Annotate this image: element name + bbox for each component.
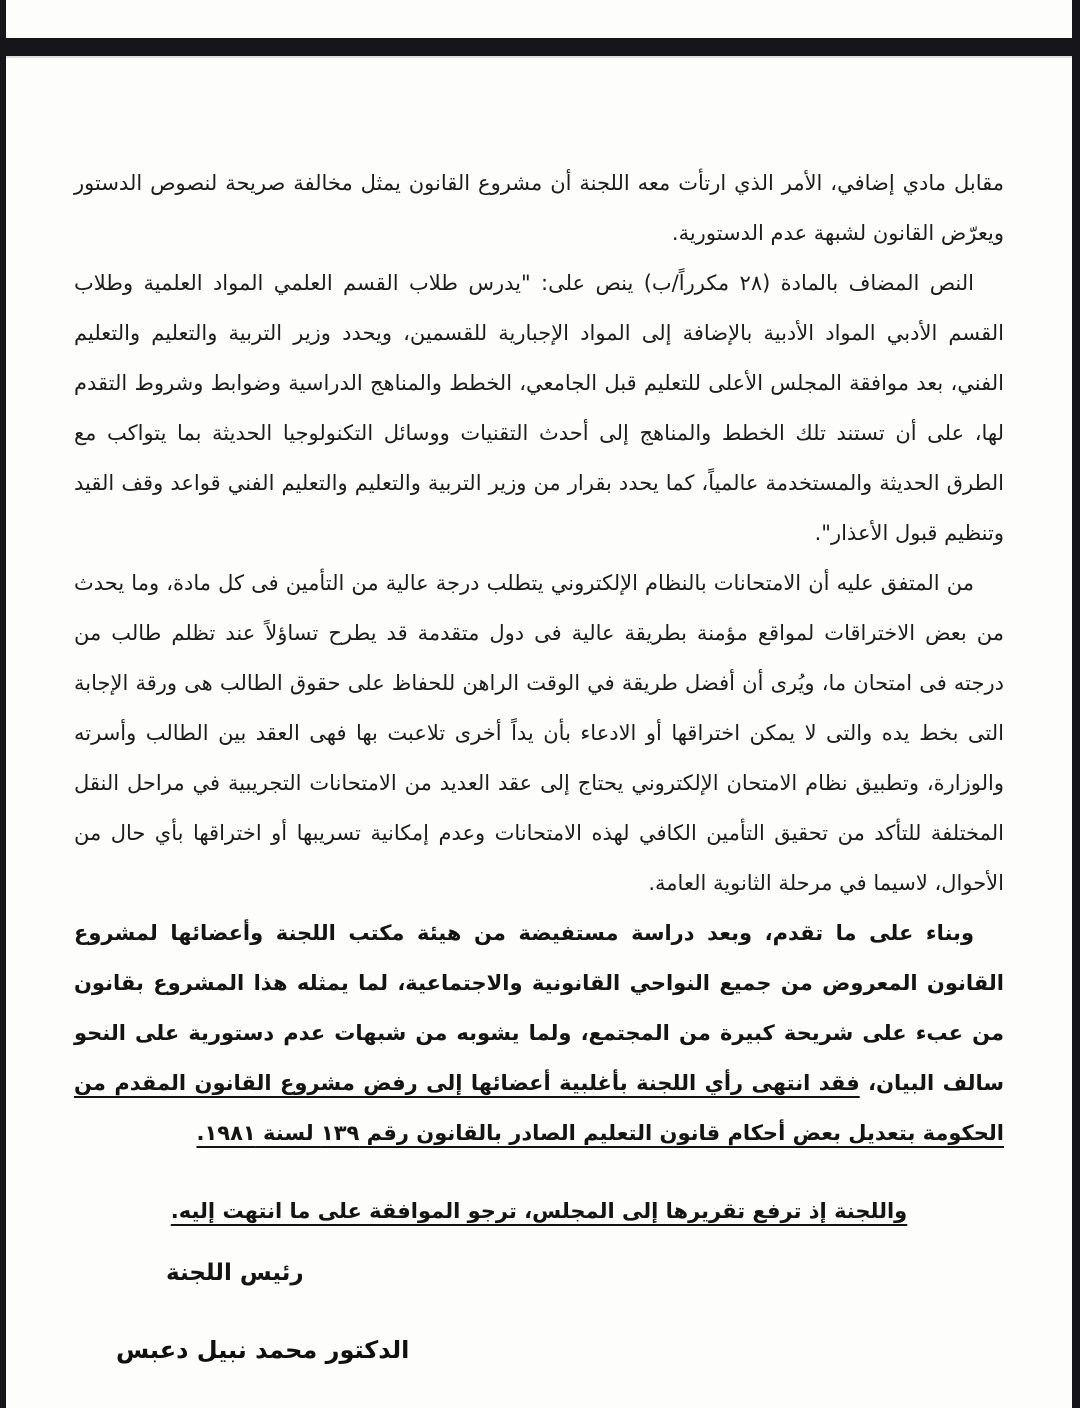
scan-black-band — [0, 38, 1080, 56]
conclusion-paragraph — [74, 908, 1004, 1158]
closing-statement-text: واللجنة إذ ترفع تقريرها إلى المجلس، ترجو الموافقة على ما انتهت إليه. — [170, 1199, 908, 1223]
paragraph-constitution-violation: مقابل مادي إضافي، الأمر الذي ارتأت معه اللجنة أن مشروع القانون يمثل مخالفة صريحة لنصوص الدستور ويعرّض القانون لشبهة عدم الدستورية. — [74, 171, 1004, 245]
paragraph-added-article-text: النص المضاف بالمادة (٢٨ مكرراً/ب) ينص على: "يدرس طلاب القسم العلمي المواد العلمية وطلاب القسم الأدبي المواد الأدبية بالإضافة إلى المواد الإجبارية للقسمين، ويحدد وزير التربية والتعليم والتعليم الفني، بعد موافقة المجلس الأعلى للتعليم قبل الجامعي، الخطط والمناهج الدراسية وضوابط وشروط التقدم لها، على أن تستند تلك الخطط والمناهج إلى أحدث التقنيات ووسائل التكنولوجيا الحديثة بما يتواكب مع الطرق الحديثة والمستخدمة عالمياً، كما يحدد بقرار من وزير التربية والتعليم والتعليم الفني قواعد وقف القيد وتنظيم قبول الأعذار". — [74, 271, 1004, 545]
conclusion-lead-text: وبناء على ما تقدم، وبعد دراسة مستفيضة من هيئة مكتب اللجنة وأعضائها لمشروع القانون المعروض من جميع النواحي القانونية والاجتماعية، لما يمثله هذا المشروع بقانون من عبء على شريحة كبيرة من المجتمع، ولما يشوبه من شبهات عدم دستورية على النحو سالف البيان، — [74, 921, 1004, 1095]
conclusion-rejection-underlined-text: فقد انتهى رأي اللجنة بأغلبية أعضائها إلى رفض مشروع القانون المقدم من الحكومة بتعديل بعض أحكام قانون التعليم الصادر بالقانون رقم ١٣٩ لسنة ١٩٨١. — [74, 1071, 1004, 1145]
scan-edge-left — [0, 0, 6, 1408]
scan-edge-right — [1072, 0, 1080, 1408]
document-page — [6, 56, 1072, 1408]
signature-name: الدكتور محمد نبيل دعبس — [116, 1336, 410, 1364]
closing-statement — [74, 1186, 1004, 1236]
signature-title: رئيس اللجنة — [166, 1260, 304, 1286]
paragraph-electronic-exam-security: من المتفق عليه أن الامتحانات بالنظام الإلكتروني يتطلب درجة عالية من التأمين فى كل مادة، وما يحدث من بعض الاختراقات لمواقع مؤمنة بطريقة عالية فى دول متقدمة قد يطرح تساؤلاً عند تظلم طالب من درجته فى امتحان ما، ويُرى أن أفضل طريقة في الوقت الراهن للحفاظ على حقوق الطالب هى ورقة الإجابة التى بخط يده والتى لا يمكن اختراقها أو الادعاء بأن يداً أخرى تلاعبت بها فهى العقد بين الطالب وأسرته والوزارة، وتطبيق نظام الامتحان الإلكتروني يحتاج إلى عقد العديد من الامتحانات التجريبية في مراحل النقل المختلفة للتأكد من تحقيق التأمين الكافي لهذه الامتحانات وعدم إمكانية تسريبها أو اختراقها بأي حال من الأحوال، لاسيما في مرحلة الثانوية العامة. — [74, 571, 1004, 895]
